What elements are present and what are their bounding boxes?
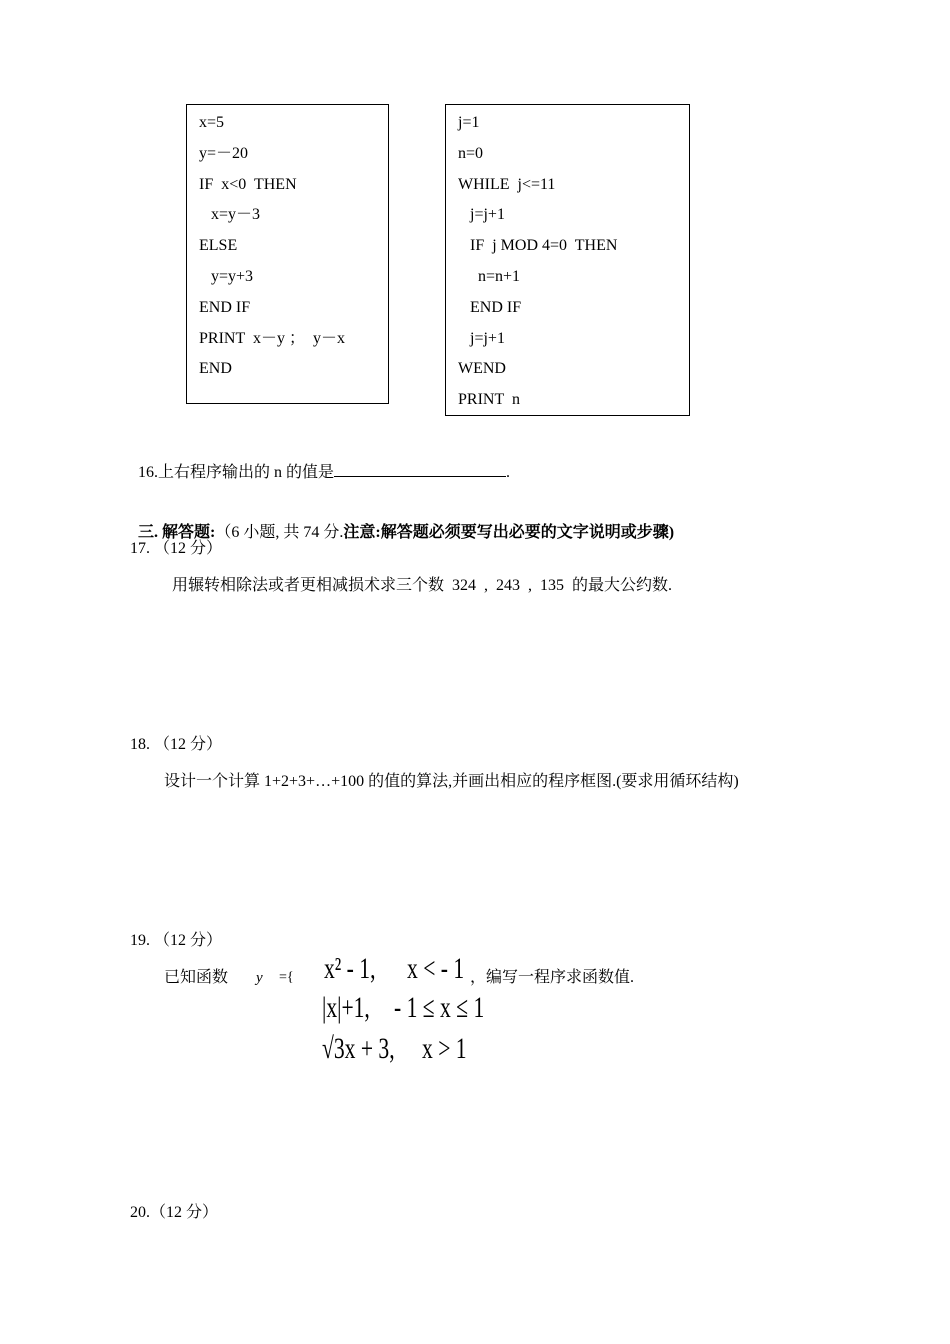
right-code-line-5: IF j MOD 4=0 THEN (458, 237, 618, 254)
left-code-line-7: END IF (199, 299, 251, 316)
question-18-body: 设计一个计算 1+2+3+…+100 的值的算法,并画出相应的程序框图.(要求用循环结构) (164, 773, 739, 790)
right-code-line-9: WEND (458, 360, 506, 377)
question-17-body: 用辗转相除法或者更相减损术求三个数 324 , 243 , 135 的最大公约数. (172, 577, 673, 594)
right-code-line-3: WHILE j<=11 (458, 176, 556, 193)
left-program-box (186, 104, 389, 404)
piece-3-expression: √3x + 3, (322, 1032, 395, 1065)
question-19-intro: 已知函数 (164, 969, 229, 986)
left-code-line-9: END (199, 360, 232, 377)
section-3-heading (130, 503, 674, 543)
function-y-variable: y (256, 970, 263, 986)
left-code-line-8: PRINT x－y ； y－x (199, 330, 345, 347)
piece-2-expression: |x|+1, (322, 991, 370, 1024)
question-16-end: . (506, 464, 511, 481)
piece-1-condition: x < - 1 (407, 952, 465, 985)
right-code-line-7: END IF (458, 299, 522, 316)
question-18-number: 18. （12 分） (130, 736, 223, 753)
question-16 (130, 442, 510, 483)
right-code-line-8: j=j+1 (458, 330, 505, 347)
function-equals-brace: ={ (279, 970, 294, 985)
left-code-line-2: y=－20 (199, 145, 249, 162)
left-code-line-6: y=y+3 (199, 268, 254, 285)
question-17-number: 17. （12 分） (130, 540, 223, 557)
piece-2-condition: - 1 ≤ x ≤ 1 (394, 991, 485, 1024)
question-16-text: 16.上右程序输出的 n 的值是 (138, 464, 335, 481)
right-code-line-1: j=1 (458, 114, 480, 131)
right-code-line-6: n=n+1 (458, 268, 521, 285)
right-code-line-4: j=j+1 (458, 206, 505, 223)
right-code-line-10: PRINT n (458, 391, 520, 408)
piece-3-condition: x > 1 (422, 1032, 467, 1065)
left-code-line-4: x=y－3 (199, 206, 261, 223)
right-program-box (445, 104, 690, 416)
left-code-line-3: IF x<0 THEN (199, 176, 297, 193)
section-3-note: 注意:解答题必须要写出必要的文字说明或步骤) (343, 524, 675, 541)
piece-1-expression: x² - 1, (324, 952, 376, 985)
answer-blank[interactable] (334, 462, 506, 477)
question-20-number: 20.（12 分） (130, 1204, 219, 1221)
section-3-title: 三. 解答题: (138, 524, 216, 541)
question-19-number: 19. （12 分） (130, 932, 223, 949)
question-19-suffix: ，编写一程序求函数值. (470, 969, 635, 986)
left-code-line-1: x=5 (199, 114, 225, 131)
right-code-line-2: n=0 (458, 145, 484, 162)
left-code-line-5: ELSE (199, 237, 238, 254)
section-3-score-info: （6 小题, 共 74 分. (215, 524, 344, 541)
